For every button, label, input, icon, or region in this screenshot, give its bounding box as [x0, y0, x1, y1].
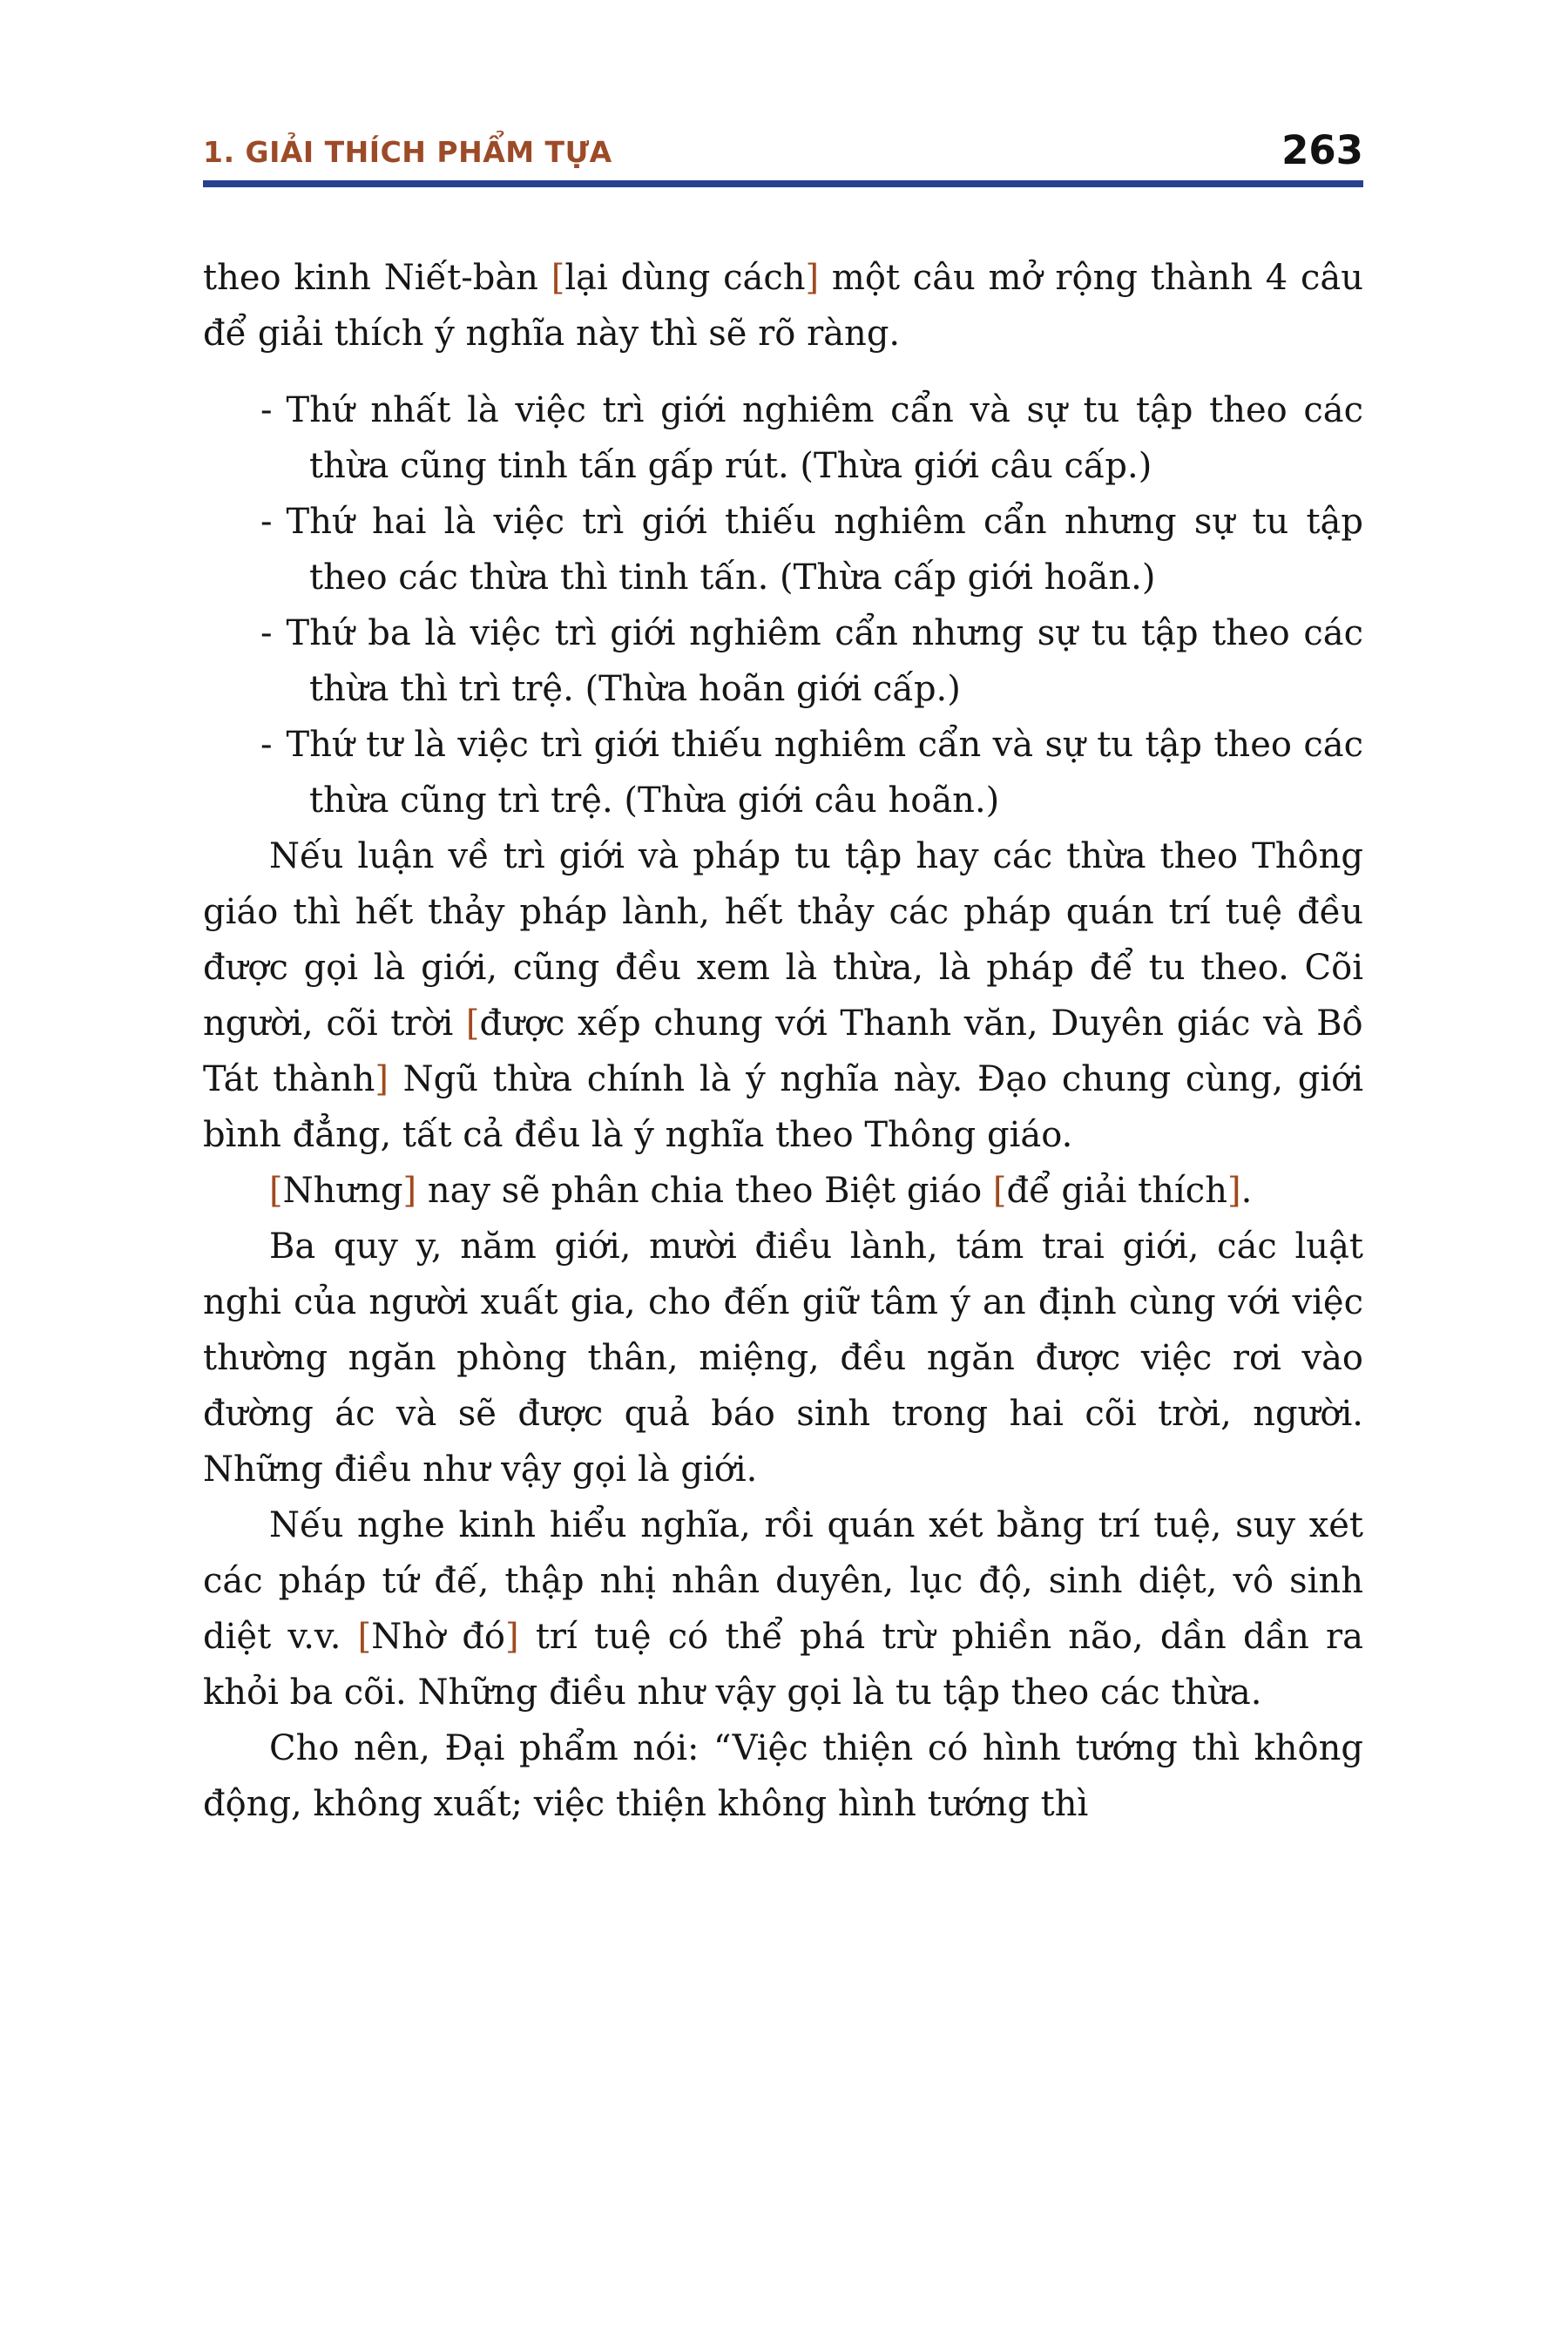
list-item [203, 382, 1363, 494]
list-item [203, 717, 1363, 828]
lead-paragraph: theo kinh Niết-bàn [lại dùng cách] một câu mở rộng thành 4 câu để giải thích ý nghĩa này thì sẽ rõ ràng. [203, 258, 1364, 354]
list-item [203, 605, 1363, 717]
running-head [203, 127, 1363, 173]
list-dash-marker: - [260, 502, 273, 542]
page-header [203, 127, 1363, 187]
list-item-text: Thứ tư là việc trì giới thiếu nghiêm cẩn và sự tu tập theo các thừa cũng trì trệ. (Thừa giới câu hoãn.) [286, 725, 1363, 821]
paragraph: Nếu luận về trì giới và pháp tu tập hay các thừa theo Thông giáo thì hết thảy pháp lành, hết thảy các pháp quán trí tuệ đều được gọi là giới, cũng đều xem là thừa, là pháp để tu theo. Cõi người, cõi trời [được xếp chung với Thanh văn, Duyên giác và Bồ Tát thành] Ngũ thừa chính là ý nghĩa này. Đạo chung cùng, giới bình đẳng, tất cả đều là ý nghĩa theo Thông giáo. [203, 836, 1363, 1155]
paragraph: [Nhưng] nay sẽ phân chia theo Biệt giáo [để giải thích]. [269, 1171, 1253, 1211]
list-item-text: Thứ nhất là việc trì giới nghiêm cẩn và sự tu tập theo các thừa cũng tinh tấn gấp rút. (Thừa giới câu cấp.) [286, 390, 1363, 486]
page-content [203, 127, 1364, 1832]
list-item [203, 494, 1363, 605]
list-item-text: Thứ hai là việc trì giới thiếu nghiêm cẩn nhưng sự tu tập theo các thừa thì tinh tấn. (Thừa cấp giới hoãn.) [286, 502, 1363, 598]
paragraph: Ba quy y, năm giới, mười điều lành, tám trai giới, các luật nghi của người xuất gia, cho đến giữ tâm ý an định cùng với việc thường ngăn phòng thân, miệng, đều ngăn được việc rơi vào đường ác và sẽ được quả báo sinh trong hai cõi trời, người. Những điều như vậy gọi là giới. [203, 1227, 1363, 1490]
list-dash-marker: - [260, 613, 273, 653]
list-item-text: Thứ ba là việc trì giới nghiêm cẩn nhưng sự tu tập theo các thừa thì trì trệ. (Thừa hoãn giới cấp.) [286, 613, 1363, 709]
list-dash-marker: - [260, 725, 273, 765]
list-dash-marker: - [260, 390, 273, 430]
chapter-title: 1. GIẢI THÍCH PHẨM TỰA [203, 135, 612, 169]
body-text [203, 250, 1363, 1832]
four-points-list [203, 382, 1363, 828]
page-number: 263 [1281, 127, 1363, 173]
header-rule [203, 180, 1363, 187]
paragraph: Nếu nghe kinh hiểu nghĩa, rồi quán xét bằng trí tuệ, suy xét các pháp tứ đế, thập nhị nhân duyên, lục độ, sinh diệt, vô sinh diệt v.v. [Nhờ đó] trí tuệ có thể phá trừ phiền não, dần dần ra khỏi ba cõi. Những điều như vậy gọi là tu tập theo các thừa. [203, 1505, 1364, 1713]
paragraph: Cho nên, Đại phẩm nói: “Việc thiện có hình tướng thì không động, không xuất; việc thiện không hình tướng thì [203, 1728, 1363, 1824]
